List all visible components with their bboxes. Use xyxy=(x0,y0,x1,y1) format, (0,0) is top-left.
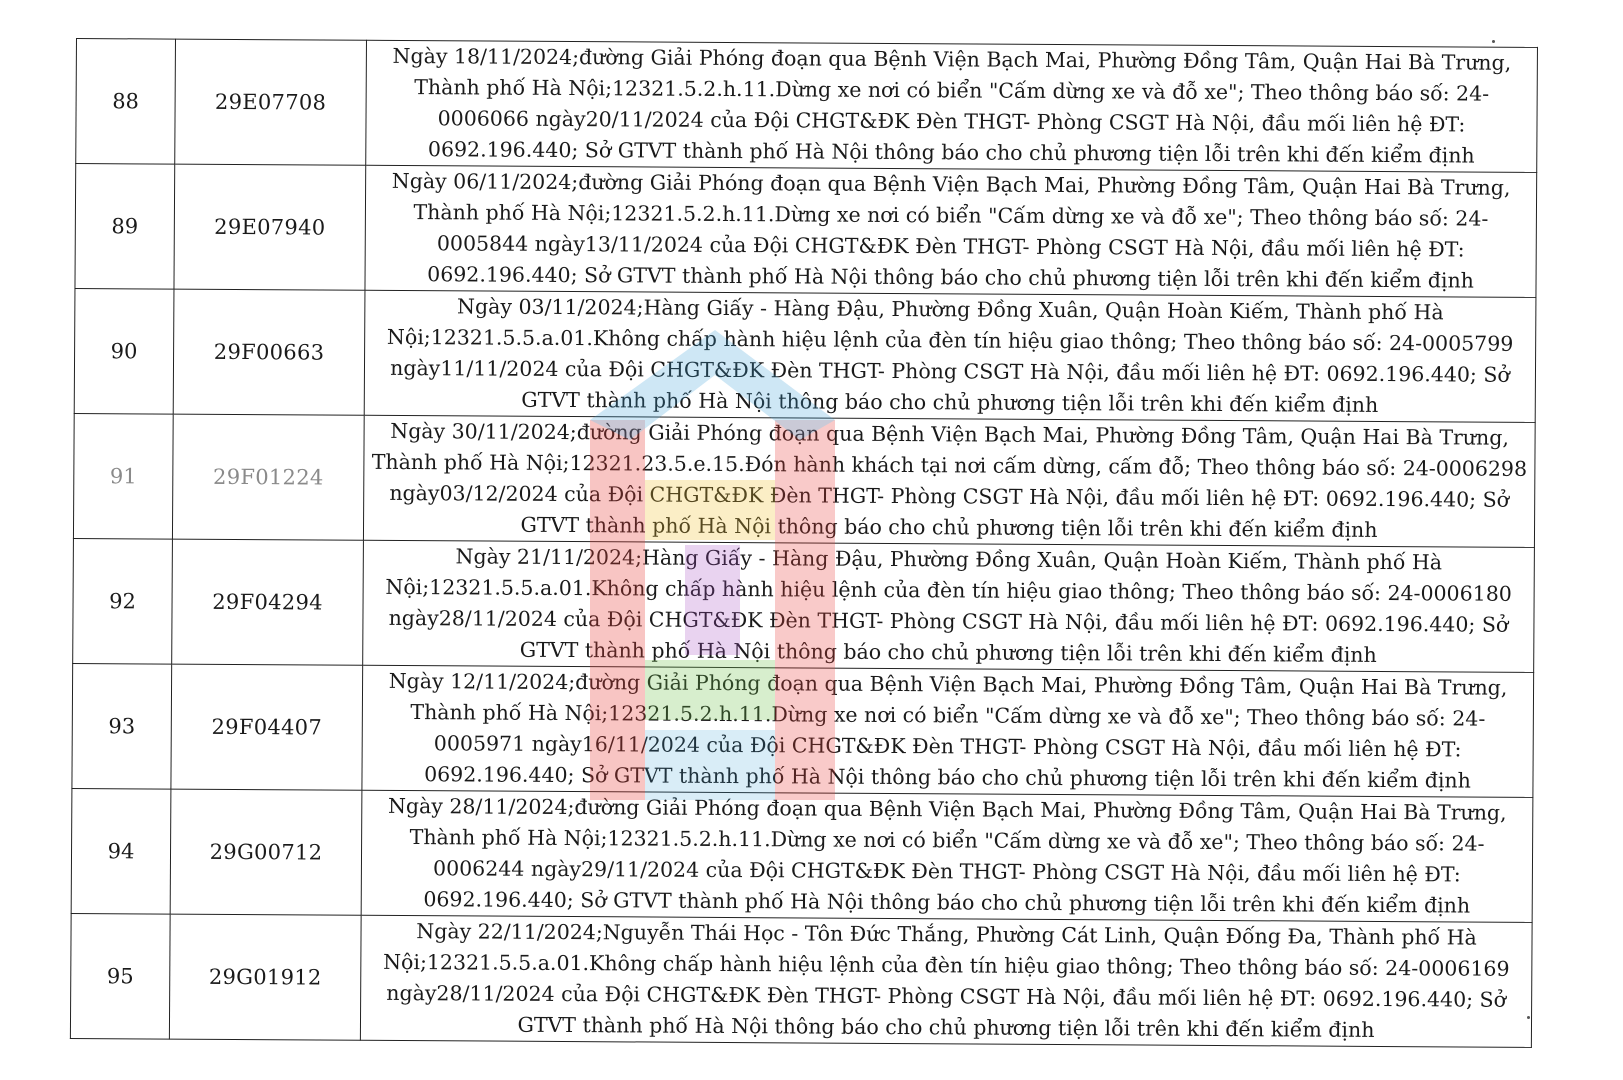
table-row xyxy=(70,913,1532,1047)
violation-description: Ngày 03/11/2024;Hàng Giấy - Hàng Đậu, Phường Đồng Xuân, Quận Hoàn Kiếm, Thành phố Hà Nội;12321.5.5.a.01.Không chấp hành hiệu lệnh của đèn tín hiệu giao thông; Theo thông báo số: 24-0005799 ngày11/11/2024 của Đội CHGT&ĐK Đèn THGT- Phòng CSGT Hà Nội, đầu mối liên hệ ĐT: 0692.196.440; Sở GTVT thành phố Hà Nội thông báo cho chủ phương tiện lỗi trên khi đến kiểm định xyxy=(364,290,1536,422)
violation-description: Ngày 06/11/2024;đường Giải Phóng đoạn qua Bệnh Viện Bạch Mai, Phường Đồng Tâm, Quận Hai Bà Trưng, Thành phố Hà Nội;12321.5.2.h.11.Dừng xe nơi có biển "Cấm dừng xe và đỗ xe"; Theo thông báo số: 24-0005844 ngày13/11/2024 của Đội CHGT&ĐK Đèn THGT- Phòng CSGT Hà Nội, đầu mối liên hệ ĐT: 0692.196.440; Sở GTVT thành phố Hà Nội thông báo cho chủ phương tiện lỗi trên khi đến kiểm định xyxy=(365,165,1537,297)
table-row xyxy=(73,538,1535,672)
table-row xyxy=(76,39,1538,173)
row-number: 92 xyxy=(73,538,173,664)
table-row xyxy=(74,288,1536,422)
violation-description: Ngày 28/11/2024;đường Giải Phóng đoạn qua Bệnh Viện Bạch Mai, Phường Đồng Tâm, Quận Hai Bà Trưng, Thành phố Hà Nội;12321.5.2.h.11.Dừng xe nơi có biển "Cấm dừng xe và đỗ xe"; Theo thông báo số: 24-0006244 ngày29/11/2024 của Đội CHGT&ĐK Đèn THGT- Phòng CSGT Hà Nội, đầu mối liên hệ ĐT: 0692.196.440; Sở GTVT thành phố Hà Nội thông báo cho chủ phương tiện lỗi trên khi đến kiểm định xyxy=(361,790,1533,922)
table-row xyxy=(71,788,1533,922)
row-number: 89 xyxy=(75,164,175,290)
license-plate: 29F04407 xyxy=(171,664,363,790)
violation-description: Ngày 30/11/2024;đường Giải Phóng đoạn qua Bệnh Viện Bạch Mai, Phường Đồng Tâm, Quận Hai Bà Trưng, Thành phố Hà Nội;12321.23.5.e.15.Đón hành khách tại nơi cấm dừng, cấm đỗ; Theo thông báo số: 24-0006298 ngày03/12/2024 của Đội CHGT&ĐK Đèn THGT- Phòng CSGT Hà Nội, đầu mối liên hệ ĐT: 0692.196.440; Sở GTVT thành phố Hà Nội thông báo cho chủ phương tiện lỗi trên khi đến kiểm định xyxy=(363,415,1535,547)
row-number: 91 xyxy=(73,413,173,539)
license-plate: 29F04294 xyxy=(172,539,364,665)
license-plate: 29E07708 xyxy=(175,39,367,165)
row-number: 95 xyxy=(70,913,170,1039)
license-plate: 29F00663 xyxy=(173,289,365,415)
violation-description: Ngày 18/11/2024;đường Giải Phóng đoạn qua Bệnh Viện Bạch Mai, Phường Đồng Tâm, Quận Hai Bà Trưng, Thành phố Hà Nội;12321.5.2.h.11.Dừng xe nơi có biển "Cấm dừng xe và đỗ xe"; Theo thông báo số: 24-0006066 ngày20/11/2024 của Đội CHGT&ĐK Đèn THGT- Phòng CSGT Hà Nội, đầu mối liên hệ ĐT: 0692.196.440; Sở GTVT thành phố Hà Nội thông báo cho chủ phương tiện lỗi trên khi đến kiểm định xyxy=(366,40,1538,172)
scan-speck xyxy=(1492,40,1495,43)
violation-table xyxy=(70,38,1538,1048)
row-number: 94 xyxy=(71,788,171,914)
violation-description: Ngày 21/11/2024;Hàng Giấy - Hàng Đậu, Phường Đồng Xuân, Quận Hoàn Kiếm, Thành phố Hà Nội;12321.5.5.a.01.Không chấp hành hiệu lệnh của đèn tín hiệu giao thông; Theo thông báo số: 24-0006180 ngày28/11/2024 của Đội CHGT&ĐK Đèn THGT- Phòng CSGT Hà Nội, đầu mối liên hệ ĐT: 0692.196.440; Sở GTVT thành phố Hà Nội thông báo cho chủ phương tiện lỗi trên khi đến kiểm định xyxy=(363,540,1535,672)
license-plate: 29E07940 xyxy=(174,164,366,290)
row-number: 90 xyxy=(74,288,174,414)
license-plate: 29G00712 xyxy=(170,789,362,915)
violation-description: Ngày 22/11/2024;Nguyễn Thái Học - Tôn Đức Thắng, Phường Cát Linh, Quận Đống Đa, Thành phố Hà Nội;12321.5.5.a.01.Không chấp hành hiệu lệnh của đèn tín hiệu giao thông; Theo thông báo số: 24-0006169 ngày28/11/2024 của Đội CHGT&ĐK Đèn THGT- Phòng CSGT Hà Nội, đầu mối liên hệ ĐT: 0692.196.440; Sở GTVT thành phố Hà Nội thông báo cho chủ phương tiện lỗi trên khi đến kiểm định xyxy=(360,915,1532,1047)
row-number: 93 xyxy=(72,663,172,789)
violation-description: Ngày 12/11/2024;đường Giải Phóng đoạn qua Bệnh Viện Bạch Mai, Phường Đồng Tâm, Quận Hai Bà Trưng, Thành phố Hà Nội;12321.5.2.h.11.Dừng xe nơi có biển "Cấm dừng xe và đỗ xe"; Theo thông báo số: 24-0005971 ngày16/11/2024 của Đội CHGT&ĐK Đèn THGT- Phòng CSGT Hà Nội, đầu mối liên hệ ĐT: 0692.196.440; Sở GTVT thành phố Hà Nội thông báo cho chủ phương tiện lỗi trên khi đến kiểm định xyxy=(362,665,1534,797)
table-row xyxy=(72,663,1534,797)
table-row xyxy=(73,413,1535,547)
table-row xyxy=(75,164,1537,298)
row-number: 88 xyxy=(76,39,176,165)
license-plate: 29F01224 xyxy=(172,414,364,540)
license-plate: 29G01912 xyxy=(169,914,361,1040)
